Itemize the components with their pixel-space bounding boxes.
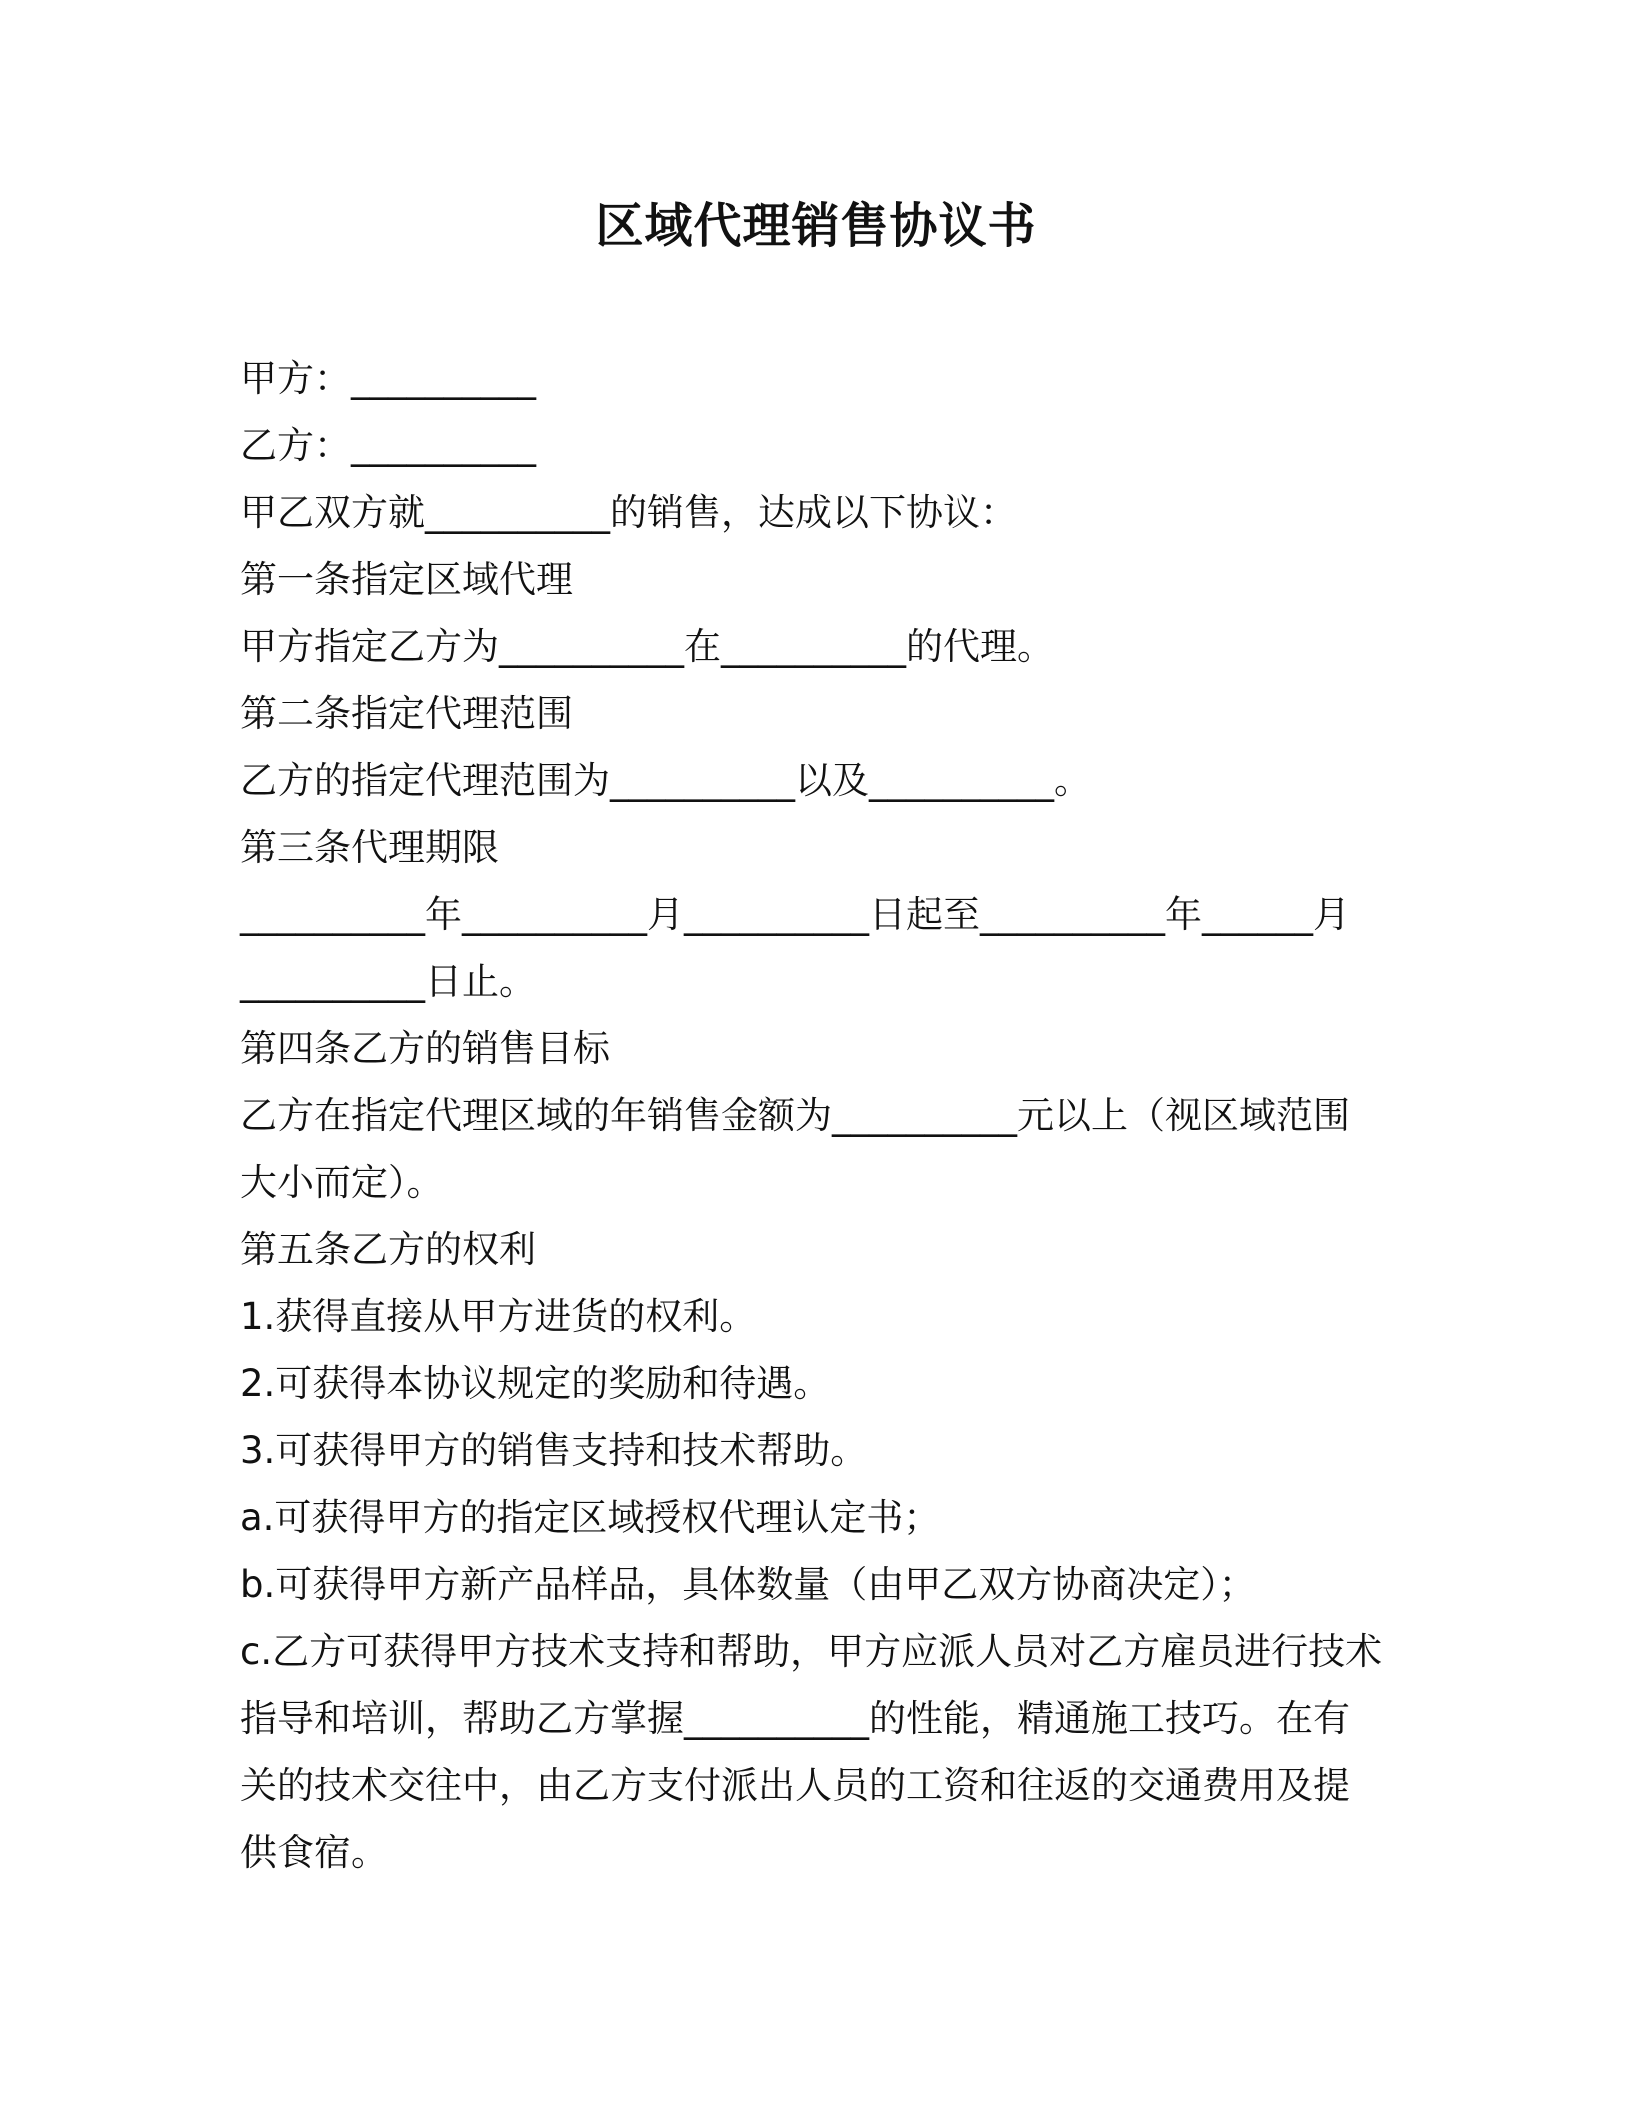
party-b-line: 乙方：__________ (240, 424, 536, 467)
article-3-text-line-1: __________年__________月__________日起至__________年______月 (240, 893, 1350, 936)
right-subitem-c-line-3: 关的技术交往中，由乙方支付派出人员的工资和往返的交通费用及提 (240, 1764, 1350, 1807)
article-1-text: 甲方指定乙方为__________在__________的代理。 (240, 625, 1054, 668)
article-1-heading: 第一条指定区域代理 (240, 558, 573, 601)
article-4-text-line-2: 大小而定）。 (240, 1161, 444, 1204)
document-body (240, 345, 1400, 1886)
article-2-heading: 第二条指定代理范围 (240, 692, 573, 735)
article-5-heading: 第五条乙方的权利 (240, 1228, 536, 1271)
article-2-text: 乙方的指定代理范围为__________以及__________。 (240, 759, 1091, 802)
article-3-heading: 第三条代理期限 (240, 826, 499, 869)
article-3-text-line-2: __________日止。 (240, 960, 536, 1003)
document-title: 区域代理销售协议书 (595, 198, 1037, 254)
right-subitem-c-line-2: 指导和培训，帮助乙方掌握__________的性能，精通施工技巧。在有 (240, 1697, 1350, 1740)
right-subitem-a: a.可获得甲方的指定区域授权代理认定书； (240, 1496, 941, 1539)
right-item-3: 3.可获得甲方的销售支持和技术帮助。 (240, 1429, 868, 1472)
right-subitem-c-line-4: 供食宿。 (240, 1831, 388, 1874)
right-item-2: 2.可获得本协议规定的奖励和待遇。 (240, 1362, 831, 1405)
right-subitem-b: b.可获得甲方新产品样品，具体数量（由甲乙双方协商决定）； (240, 1563, 1256, 1606)
party-a-line: 甲方：__________ (240, 357, 536, 400)
right-subitem-c-line-1: c.乙方可获得甲方技术支持和帮助，甲方应派人员对乙方雇员进行技术 (240, 1630, 1383, 1673)
agreement-intro: 甲乙双方就__________的销售，达成以下协议： (240, 491, 1017, 534)
article-4-text-line-1: 乙方在指定代理区域的年销售金额为__________元以上（视区域范围 (240, 1094, 1350, 1137)
right-item-1: 1.获得直接从甲方进货的权利。 (240, 1295, 757, 1338)
article-4-heading: 第四条乙方的销售目标 (240, 1027, 610, 1070)
